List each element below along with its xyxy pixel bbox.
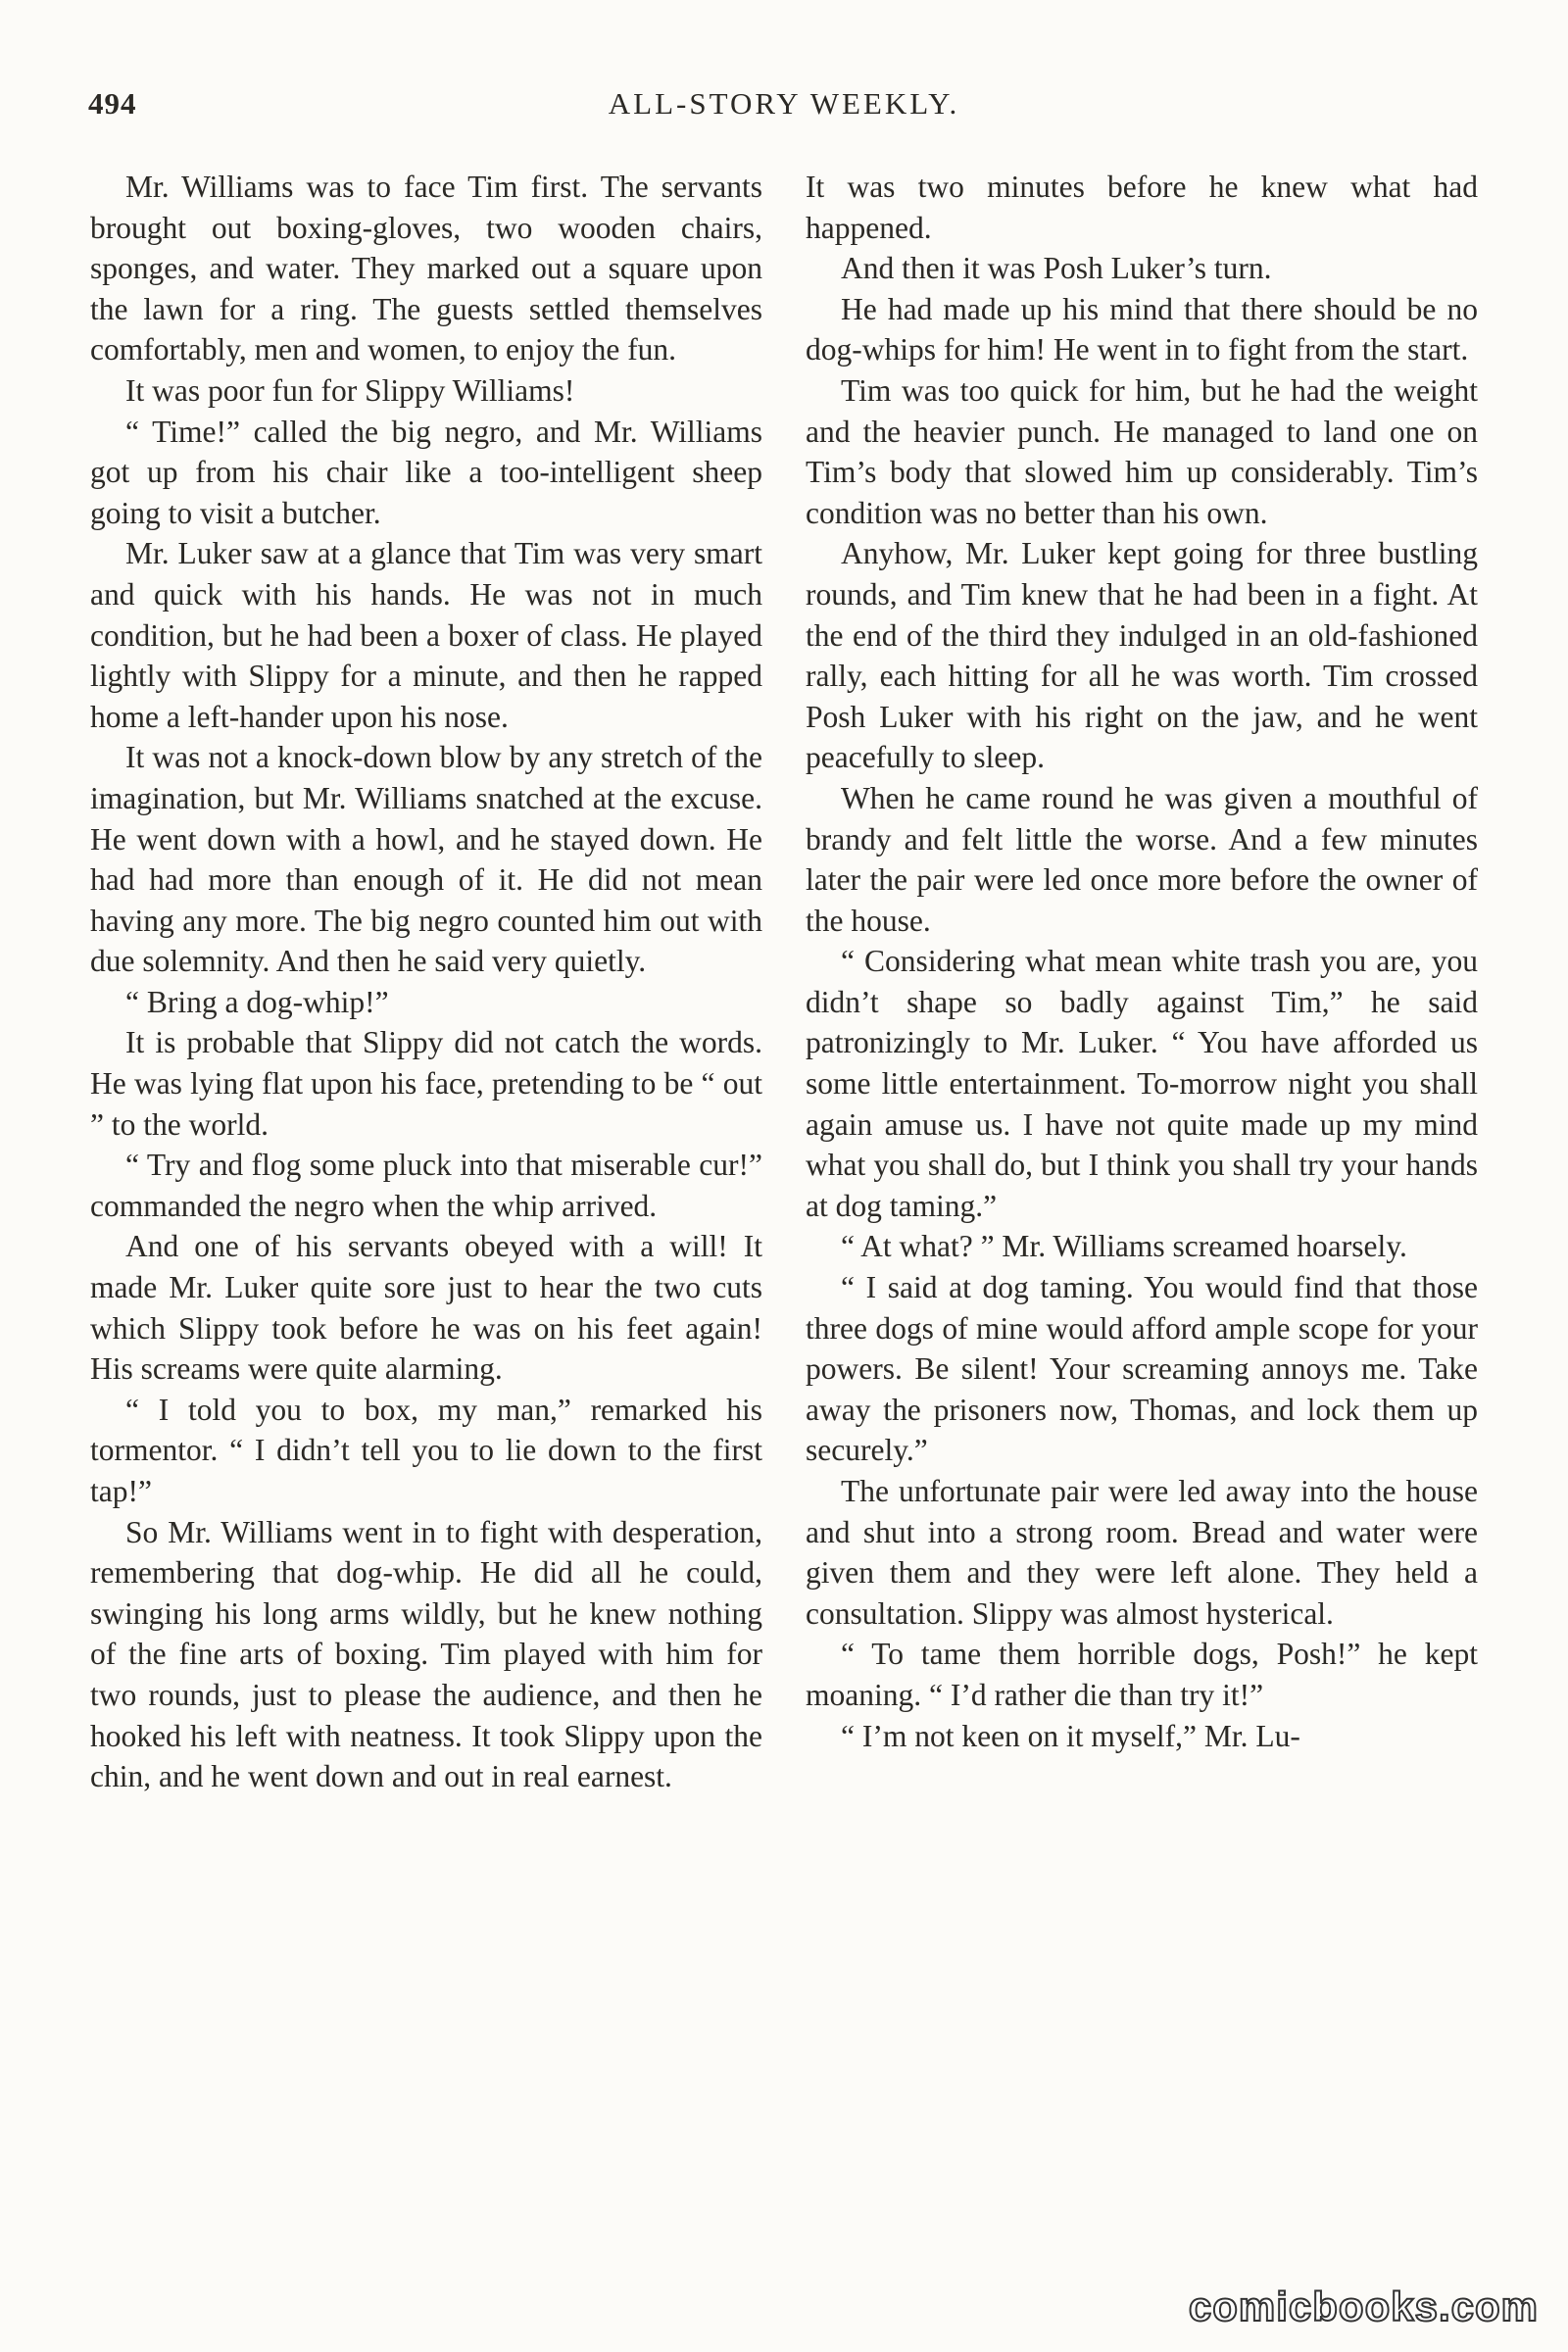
- page-number: 494: [88, 86, 137, 121]
- paragraph: So Mr. Williams went in to fight with desperation, remembering that dog-whip. He did all he could, swinging his long arms wildly, but he knew nothing of the fine arts of boxing. Tim played with him for two rounds, just to please the audience, and then he hooked his left with neatness. It took Slippy upon the chin, and he went down and out in real earnest.: [90, 1514, 762, 1794]
- paragraph: He had made up his mind that there should be no dog-whips for him! He went in to fight from the start.: [806, 291, 1478, 368]
- paragraph: Mr. Luker saw at a glance that Tim was very smart and quick with his hands. He was not in much condition, but he had been a boxer of class. He played lightly with Slippy for a minute, and then he rapped home a left-hander upon his nose.: [90, 536, 762, 734]
- page-header: [88, 86, 1480, 129]
- paragraph: It was not a knock-down blow by any stretch of the imagination, but Mr. Williams snatched at the excuse. He went down with a howl, and he stayed down. He had had more than enough of it. He did not mean having any more. The big negro counted him out with due solemnity. And then he said very quietly.: [90, 740, 762, 979]
- paragraph: Mr. Williams was to face Tim first. The servants brought out boxing-gloves, two wooden chairs, sponges, and water. They marked out a square upon the lawn for a ring. The guests settled themselves comfortably, men and women, to enjoy the fun.: [90, 170, 762, 368]
- paragraph: It was poor fun for Slippy Williams!: [125, 372, 575, 408]
- paragraph: And then it was Posh Luker’s turn.: [841, 251, 1272, 286]
- right-column: [806, 167, 1478, 2244]
- left-column: [90, 167, 762, 2244]
- paragraph: Tim was too quick for him, but he had the weight and the heavier punch. He managed to land one on Tim’s body that slowed him up considerably. Tim’s condition was no better than his own.: [806, 372, 1478, 530]
- paragraph: “ I told you to box, my man,” remarked his tormentor. “ I didn’t tell you to lie down to the first tap!”: [90, 1392, 762, 1508]
- paragraph: It is probable that Slippy did not catch the words. He was lying flat upon his face, pretending to be “ out ” to the world.: [90, 1025, 762, 1142]
- paragraph: When he came round he was given a mouthful of brandy and felt little the worse. And a few minutes later the pair were led once more before the owner of the house.: [806, 780, 1478, 938]
- paragraph: Anyhow, Mr. Luker kept going for three bustling rounds, and Tim knew that he had been in a fight. At the end of the third they indulged in an old-fashioned rally, each hitting for all he was worth. Tim crossed Posh Luker with his right on the jaw, and he went peacefully to sleep.: [806, 536, 1478, 775]
- paragraph-continued: It was two minutes before he knew what had happened.: [806, 170, 1478, 245]
- paragraph: “ Bring a dog-whip!”: [125, 984, 389, 1019]
- paragraph: The unfortunate pair were led away into the house and shut into a strong room. Bread and water were given them and they were left alone. They held a consultation. Slippy was almost hysterical.: [806, 1474, 1478, 1631]
- paragraph: “ Try and flog some pluck into that miserable cur!” commanded the negro when the whip arrived.: [90, 1148, 762, 1223]
- paragraph: “ To tame them horrible dogs, Posh!” he kept moaning. “ I’d rather die than try it!”: [806, 1637, 1478, 1712]
- watermark-logo: comicbooks.com: [1188, 2283, 1539, 2329]
- paragraph: “ Considering what mean white trash you are, you didn’t shape so badly against Tim,” he said patronizingly to Mr. Luker. “ You have afforded us some little entertainment. To-morrow night you shall again amuse us. I have not quite made up my mind what you shall do, but I think you shall try your hands at dog taming.”: [806, 944, 1478, 1223]
- paragraph: “ I said at dog taming. You would find that those three dogs of mine would afford ample scope for your powers. Be silent! Your screaming annoys me. Take away the prisoners now, Thomas, and lock them up securely.”: [806, 1270, 1478, 1468]
- running-head: ALL-STORY WEEKLY.: [608, 86, 960, 121]
- paragraph: “ I’m not keen on it myself,” Mr. Lu-: [841, 1718, 1300, 1753]
- paragraph: “ At what? ” Mr. Williams screamed hoarsely.: [841, 1229, 1407, 1264]
- paragraph: And one of his servants obeyed with a will! It made Mr. Luker quite sore just to hear the two cuts which Slippy took before he was on his feet again! His screams were quite alarming.: [90, 1229, 762, 1387]
- paragraph: “ Time!” called the big negro, and Mr. Williams got up from his chair like a too-intelligent sheep going to visit a butcher.: [90, 414, 762, 530]
